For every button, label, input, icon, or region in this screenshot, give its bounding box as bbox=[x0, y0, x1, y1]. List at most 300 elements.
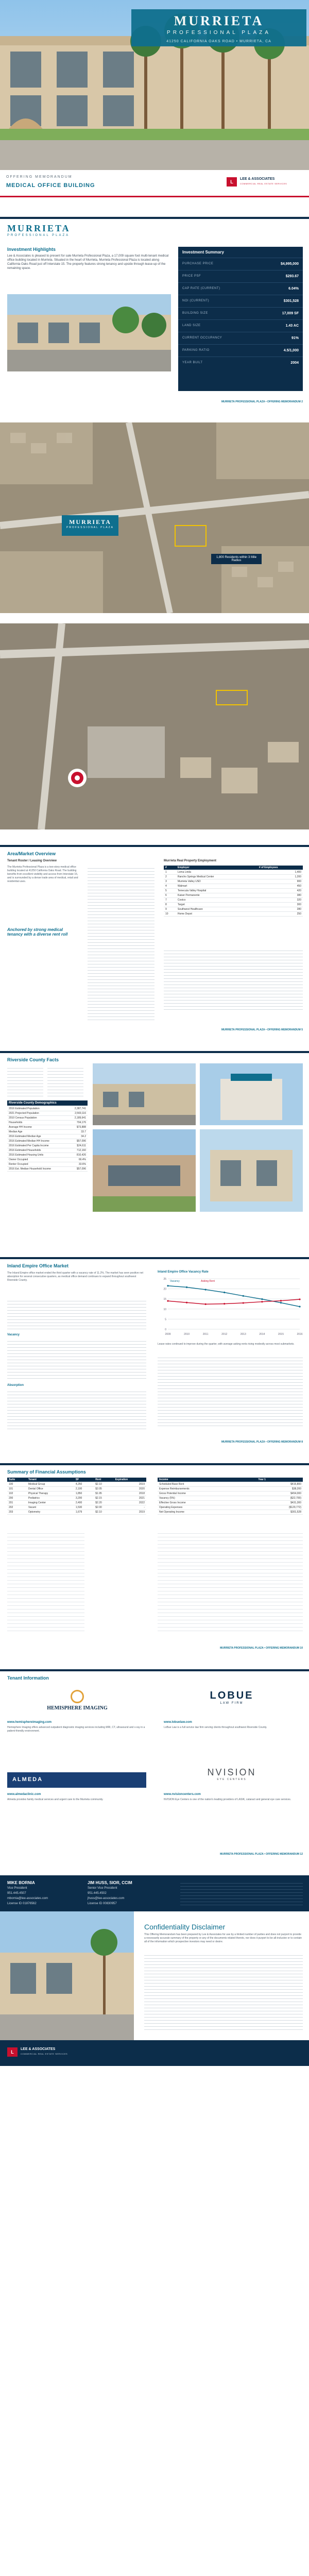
table-cell: Vacant bbox=[27, 1505, 74, 1510]
table-cell: $2.10 bbox=[94, 1510, 113, 1515]
table-cell: 2016 Estimated Housing Units bbox=[7, 1153, 68, 1158]
brand-subtitle-small: PROFESSIONAL PLAZA bbox=[7, 234, 70, 237]
data-point bbox=[299, 1298, 300, 1300]
table-row bbox=[7, 1134, 88, 1139]
table-cell: Scheduled Base Rent bbox=[158, 1482, 256, 1487]
nvision-sub: EYE CENTERS bbox=[217, 1778, 247, 1781]
table-cell: 420 bbox=[258, 889, 303, 893]
x-tick-label: 2013 bbox=[240, 1333, 246, 1336]
rent-roll-table bbox=[7, 1478, 146, 1515]
table-row bbox=[7, 1487, 146, 1492]
nvision-url[interactable]: www.nvisioncenters.com bbox=[164, 1793, 201, 1796]
aerial-photo-1 bbox=[0, 422, 309, 613]
table-cell: 2020 bbox=[114, 1487, 146, 1492]
table-cell: 2,400 bbox=[74, 1501, 94, 1505]
table-cell: 2022 bbox=[114, 1501, 146, 1505]
demographics-table bbox=[7, 1107, 88, 1172]
x-tick-label: 2014 bbox=[259, 1333, 265, 1336]
data-point bbox=[280, 1300, 282, 1301]
contact-page bbox=[0, 1875, 309, 2066]
header-cell: SF bbox=[74, 1478, 94, 1482]
assumption-list bbox=[7, 1530, 84, 1633]
table-row bbox=[7, 1116, 88, 1121]
demo-intro-2 bbox=[47, 1065, 83, 1096]
legend-entry: Asking Rent bbox=[201, 1280, 215, 1283]
left-title: Tenant Roster / Leasing Overview bbox=[7, 859, 57, 862]
table-cell: Walmart bbox=[176, 884, 258, 889]
table-row bbox=[158, 1505, 303, 1510]
table-row bbox=[7, 1158, 88, 1162]
aerial-callout: 1,800 Residents within 3 Mile Radius bbox=[211, 554, 262, 564]
summary-label: CURRENT OCCUPANCY bbox=[182, 336, 222, 340]
table-cell: 2016 Estimated Median Age bbox=[7, 1134, 68, 1139]
data-point bbox=[243, 1302, 244, 1303]
firm-name: LEE & ASSOCIATES bbox=[21, 2047, 56, 2051]
demo-photo-2 bbox=[200, 1063, 303, 1125]
table-cell: Operating Expenses bbox=[158, 1505, 256, 1510]
summary-value: 91% bbox=[291, 336, 299, 340]
data-point bbox=[167, 1300, 168, 1302]
offering-label: OFFERING MEMORANDUM bbox=[6, 175, 73, 179]
area-overview-page bbox=[0, 845, 309, 1036]
table-row bbox=[7, 1111, 88, 1116]
table-cell: 2,100 bbox=[74, 1487, 94, 1492]
top-rule bbox=[0, 1257, 309, 1259]
table-cell: 5 bbox=[164, 889, 176, 893]
table-cell: Median Age bbox=[7, 1130, 68, 1134]
table-cell: 810,426 bbox=[68, 1153, 88, 1158]
summary-label: YEAR BUILT bbox=[182, 361, 203, 364]
table-cell: Loma Linda bbox=[176, 870, 258, 875]
summary-row bbox=[178, 344, 303, 357]
summary-value: 6.04% bbox=[288, 287, 299, 291]
table-cell: Murrieta Valley USD bbox=[176, 879, 258, 884]
table-row bbox=[7, 1482, 146, 1487]
demo-photo-1 bbox=[93, 1063, 196, 1125]
table-row bbox=[7, 1121, 88, 1125]
table-cell: 704,176 bbox=[68, 1121, 88, 1125]
chart-caption: Inland Empire Office Vacancy Rate bbox=[158, 1270, 209, 1274]
aerial-page-2 bbox=[0, 623, 309, 829]
y-tick-label: 20 bbox=[163, 1287, 166, 1291]
hemisphere-text: Hemisphere Imaging offers advanced outpatient diagnostic imaging services including MRI, CT, ultrasound and x-ray in a patient-friendly environment. bbox=[7, 1726, 145, 1733]
table-cell: 250 bbox=[258, 912, 303, 917]
y-tick-label: 15 bbox=[163, 1298, 166, 1301]
almeda-url[interactable]: www.almedaclinic.com bbox=[7, 1793, 41, 1796]
table-cell: Net Operating Income bbox=[158, 1510, 256, 1515]
property-address: 41250 CALIFORNIA OAKS ROAD • MURRIETA, CA bbox=[166, 40, 271, 43]
demo-intro bbox=[7, 1065, 43, 1096]
table-cell: $57,096 bbox=[68, 1139, 88, 1144]
header-cell: Expiration bbox=[114, 1478, 146, 1482]
x-tick-label: 2016 bbox=[297, 1333, 303, 1336]
table-cell: 1,200 bbox=[258, 875, 303, 879]
demographics-page bbox=[0, 1051, 309, 1242]
overview-body-2 bbox=[88, 866, 154, 1020]
cover-brand-panel bbox=[131, 9, 306, 46]
table-cell: 2016 Estimated Households bbox=[7, 1148, 68, 1153]
table-cell: 2021 bbox=[114, 1496, 146, 1501]
highlights-photo bbox=[7, 294, 171, 371]
table-cell: 202 bbox=[7, 1505, 27, 1510]
table-row bbox=[164, 884, 303, 889]
table-row bbox=[7, 1148, 88, 1153]
table-cell: $431,300 bbox=[256, 1501, 303, 1505]
table-cell: - bbox=[114, 1505, 146, 1510]
agent2-email[interactable]: jhuss@lee-associates.com bbox=[88, 1897, 125, 1900]
tenant-logo-nvision bbox=[185, 1767, 278, 1791]
data-point bbox=[261, 1301, 263, 1302]
highlights-body: Lee & Associates is pleased to present for sale Murrieta Professional Plaza, a 17,009 square foot multi-tenant medical office building located in Murrieta. Situated in the heart of Murrieta, Murrieta Professional Plaza is located along California Oaks Road just off Interstate 15. The property features strong tenancy and upside through lease-up of the remaining space. bbox=[7, 255, 169, 270]
agent1-title: Vice President bbox=[7, 1887, 27, 1890]
table-cell: Costco bbox=[176, 898, 258, 903]
table-cell: 9 bbox=[164, 907, 176, 912]
summary-row bbox=[178, 307, 303, 319]
overview-body: The Murrieta Professional Plaza is a two-story medical office building located at 41250 California Oaks Road. The building benefits from excellent visibility and access from Interstate 15, and is surrounded by a dense trade area of medical, retail and residential uses. bbox=[7, 866, 78, 883]
summary-value: 2004 bbox=[290, 361, 299, 365]
aerial-badge-subtitle: PROFESSIONAL PLAZA bbox=[66, 526, 114, 529]
table-cell: 1,679 bbox=[74, 1510, 94, 1515]
table-cell: 2,189,641 bbox=[68, 1116, 88, 1121]
table-cell: 6 bbox=[164, 893, 176, 898]
table-row bbox=[158, 1487, 303, 1492]
disclaimer-title: Confidentiality Disclaimer bbox=[144, 1923, 226, 1931]
header-cell: Year 1 bbox=[256, 1478, 303, 1482]
summary-row bbox=[178, 282, 303, 295]
table-cell: 2019 bbox=[114, 1510, 146, 1515]
table-cell: Medical Group bbox=[27, 1482, 74, 1487]
market-subhead-2: Absorption bbox=[7, 1384, 24, 1387]
vacancy-chart bbox=[158, 1276, 303, 1337]
income-table bbox=[158, 1478, 303, 1515]
table-cell: 7 bbox=[164, 898, 176, 903]
lobue-url[interactable]: www.lobuelaw.com bbox=[164, 1721, 192, 1724]
header-cell: Tenant bbox=[27, 1478, 74, 1482]
agent2-license: License ID 00830957 bbox=[88, 1902, 117, 1905]
table-cell: 66.4% bbox=[68, 1158, 88, 1162]
agent2-title: Senior Vice President bbox=[88, 1887, 117, 1890]
table-row bbox=[7, 1510, 146, 1515]
table-cell: 1,530 bbox=[74, 1505, 94, 1510]
y-tick-label: 25 bbox=[163, 1278, 166, 1281]
data-point bbox=[205, 1303, 207, 1305]
table-row bbox=[158, 1501, 303, 1505]
header-disclaimer-fill bbox=[180, 1880, 303, 1907]
table-cell: 900 bbox=[258, 879, 303, 884]
table-cell: 3 bbox=[164, 879, 176, 884]
data-point bbox=[205, 1289, 207, 1291]
lee-logo: L bbox=[227, 177, 237, 187]
top-rule bbox=[0, 1669, 309, 1671]
table-cell: 10 bbox=[164, 912, 176, 917]
agent2-name: JIM HUSS, SIOR, CCIM bbox=[88, 1880, 132, 1885]
table-row bbox=[164, 912, 303, 917]
hemisphere-name: HEMISPHERE IMAGING bbox=[47, 1705, 108, 1711]
table-cell: Rancho Springs Medical Center bbox=[176, 875, 258, 879]
table-cell: 101 bbox=[7, 1487, 27, 1492]
x-tick-label: 2010 bbox=[184, 1333, 190, 1336]
table-cell: Temecula Valley Hospital bbox=[176, 889, 258, 893]
header-cell: Rent bbox=[94, 1478, 113, 1482]
table-cell: $454,000 bbox=[256, 1492, 303, 1496]
table-row bbox=[164, 903, 303, 907]
tenant-logo-hemisphere bbox=[31, 1690, 124, 1716]
header-cell: # bbox=[164, 866, 176, 870]
table-cell: $2.15 bbox=[94, 1496, 113, 1501]
summary-value: $293.67 bbox=[285, 275, 299, 278]
table-cell: 712,160 bbox=[68, 1148, 88, 1153]
table-cell: 2016 Est. Median Household Income bbox=[7, 1167, 68, 1172]
highlights-page bbox=[0, 216, 309, 408]
top-rule bbox=[0, 217, 309, 219]
table-row bbox=[158, 1482, 303, 1487]
aerial-page-1 bbox=[0, 422, 309, 613]
summary-value: $4,995,000 bbox=[280, 262, 299, 266]
table-row bbox=[7, 1144, 88, 1148]
table-cell: 2 bbox=[164, 875, 176, 879]
table-row bbox=[164, 889, 303, 893]
summary-row bbox=[178, 357, 303, 369]
market-vacancy-text bbox=[7, 1338, 146, 1380]
table-cell: Optometry bbox=[27, 1510, 74, 1515]
data-point bbox=[280, 1302, 282, 1303]
section-title: Inland Empire Office Market bbox=[7, 1263, 69, 1268]
table-cell: 2018 bbox=[114, 1492, 146, 1496]
summary-list bbox=[178, 258, 303, 369]
y-tick-label: 10 bbox=[163, 1308, 166, 1311]
table-cell: 2,569,116 bbox=[68, 1111, 88, 1116]
lobue-name: LOBUE bbox=[210, 1690, 254, 1701]
table-cell: Expense Reimbursements bbox=[158, 1487, 256, 1492]
agent2-phone[interactable]: 951.445.4502 bbox=[88, 1892, 107, 1895]
demo-table-head: Riverside County Demographics bbox=[7, 1100, 88, 1106]
table-cell: 201 bbox=[7, 1501, 27, 1505]
market-absorption-text bbox=[7, 1389, 146, 1430]
table-cell: Physical Therapy bbox=[27, 1492, 74, 1496]
agent1-phone[interactable]: 951.445.4507 bbox=[7, 1892, 26, 1895]
table-cell: 33.7 bbox=[68, 1130, 88, 1134]
firm-name: LEE & ASSOCIATES bbox=[240, 177, 275, 181]
top-rule bbox=[0, 1463, 309, 1465]
summary-title: Investment Summary bbox=[182, 250, 224, 255]
y-tick-label: 0 bbox=[165, 1328, 166, 1331]
lee-logo: L bbox=[7, 2047, 18, 2057]
page-footer: MURRIETA PROFESSIONAL PLAZA • OFFERING MEMORANDUM 10 bbox=[220, 1647, 303, 1650]
table-cell: $1.95 bbox=[94, 1492, 113, 1496]
table-row bbox=[164, 893, 303, 898]
table-cell: 2016 Estimated Per Capita Income bbox=[7, 1144, 68, 1148]
section-title: Riverside County Facts bbox=[7, 1057, 59, 1062]
top-rule bbox=[0, 1051, 309, 1053]
table-cell: 380 bbox=[258, 893, 303, 898]
table-cell: Dental Office bbox=[27, 1487, 74, 1492]
x-tick-label: 2009 bbox=[165, 1333, 171, 1336]
aerial-badge bbox=[62, 515, 118, 536]
table-row bbox=[158, 1492, 303, 1496]
nvision-text: NVISION Eye Centers is one of the nation's leading providers of LASIK, cataract and general eye care services. bbox=[164, 1798, 291, 1801]
disclaimer-fill bbox=[144, 1953, 303, 2030]
table-cell: Imaging Center bbox=[27, 1501, 74, 1505]
table-cell: 2010 Census Population bbox=[7, 1116, 68, 1121]
table-cell: $2.00 bbox=[94, 1505, 113, 1510]
aerial-badge-title: MURRIETA bbox=[69, 518, 111, 526]
table-cell: 450 bbox=[258, 884, 303, 889]
table-row bbox=[7, 1139, 88, 1144]
tenant-logo-almeda bbox=[7, 1772, 146, 1788]
summary-label: BUILDING SIZE bbox=[182, 312, 208, 315]
table-row bbox=[164, 870, 303, 875]
table-cell: $2.10 bbox=[94, 1482, 113, 1487]
table-cell: 34.2 bbox=[68, 1134, 88, 1139]
hemisphere-url[interactable]: www.hemisphereimaging.com bbox=[7, 1721, 52, 1724]
table-cell: Renter Occupied bbox=[7, 1162, 68, 1167]
market-body: The Inland Empire office market ended the third quarter with a vacancy rate of 11.2%. The market has seen positive net absorption for several consecutive quarters, as medical office demand continues to expand throughout southwest Riverside County. bbox=[7, 1272, 144, 1282]
financials-page bbox=[0, 1463, 309, 1654]
almeda-name: ALMEDA bbox=[12, 1776, 43, 1783]
disclaimer-body: This Offering Memorandum has been prepared by Lee & Associates for use by a limited number of parties and does not purport to provide a necessarily accurate summary of the property or any of the documents related thereto, nor does it purport to be all-inclusive or to contain all of the information which prospective investors may need or desire. bbox=[144, 1933, 302, 1943]
brand-subtitle: PROFESSIONAL PLAZA bbox=[167, 30, 271, 36]
table-cell: 2021 Projected Population bbox=[7, 1111, 68, 1116]
market-body-2: Lease rates continued to improve during the quarter, with average asking rents rising modestly across most submarkets. bbox=[158, 1343, 295, 1346]
table-cell: $24,611 bbox=[68, 1144, 88, 1148]
page-footer: MURRIETA PROFESSIONAL PLAZA • OFFERING MEMORANDUM 8 bbox=[221, 1440, 303, 1444]
firm-tag: COMMERCIAL REAL ESTATE SERVICES bbox=[21, 2053, 68, 2055]
section-title: Tenant Information bbox=[7, 1675, 49, 1681]
page-footer: MURRIETA PROFESSIONAL PLAZA • OFFERING MEMORANDUM 12 bbox=[220, 1853, 303, 1856]
data-point bbox=[224, 1303, 225, 1304]
table-row bbox=[158, 1510, 303, 1515]
table-cell: 200 bbox=[7, 1496, 27, 1501]
employer-table-title: Murrieta Real Property Employment bbox=[164, 859, 217, 862]
summary-row bbox=[178, 258, 303, 270]
table-header-row bbox=[7, 1478, 146, 1482]
table-cell: 4 bbox=[164, 884, 176, 889]
header-cell: # of Employees bbox=[258, 866, 303, 870]
data-point bbox=[186, 1302, 187, 1303]
table-cell: Average HH Income bbox=[7, 1125, 68, 1130]
table-cell: Pediatrics bbox=[27, 1496, 74, 1501]
summary-row bbox=[178, 332, 303, 344]
summary-label: CAP RATE (CURRENT) bbox=[182, 287, 220, 290]
table-row bbox=[164, 898, 303, 903]
offering-type: MEDICAL OFFICE BUILDING bbox=[6, 182, 95, 189]
table-cell: $38,200 bbox=[256, 1487, 303, 1492]
overview-quote: Anchored by strong medical tenancy with a diverse rent roll bbox=[7, 927, 68, 937]
table-notes bbox=[164, 948, 303, 1010]
table-row bbox=[7, 1167, 88, 1172]
data-point bbox=[299, 1306, 300, 1307]
table-cell: 2016 Estimated Population bbox=[7, 1107, 68, 1111]
table-cell: 2019 bbox=[114, 1482, 146, 1487]
table-cell: $2.05 bbox=[94, 1487, 113, 1492]
agent1-name: MIKE BORNIA bbox=[7, 1880, 35, 1885]
table-cell: Home Depot bbox=[176, 912, 258, 917]
table-row bbox=[7, 1505, 146, 1510]
summary-label: PARKING RATIO bbox=[182, 349, 210, 352]
brand-title-small: MURRIETA bbox=[7, 223, 71, 233]
summary-label: PRICE PSF bbox=[182, 275, 201, 278]
aerial-photo-2 bbox=[0, 623, 309, 829]
table-cell: $301,528 bbox=[256, 1510, 303, 1515]
market-body-fill bbox=[7, 1298, 146, 1329]
table-cell: $73,888 bbox=[68, 1125, 88, 1130]
data-point bbox=[243, 1295, 244, 1297]
table-row bbox=[7, 1125, 88, 1130]
contact-building-photo bbox=[0, 1911, 134, 2040]
table-cell: 2,387,741 bbox=[68, 1107, 88, 1111]
lobue-sub: LAW FIRM bbox=[220, 1702, 244, 1705]
cover-bottom bbox=[0, 170, 309, 201]
table-header-row bbox=[164, 866, 303, 870]
table-cell: Gross Potential Income bbox=[158, 1492, 256, 1496]
employer-table bbox=[164, 866, 303, 917]
summary-label: LAND SIZE bbox=[182, 324, 201, 327]
table-cell: Households bbox=[7, 1121, 68, 1125]
table-row bbox=[7, 1130, 88, 1134]
hemisphere-mark-icon bbox=[71, 1690, 84, 1703]
almeda-text: Almeda provides family medical services and urgent care to the Murrieta community. bbox=[7, 1798, 104, 1801]
x-tick-label: 2015 bbox=[278, 1333, 284, 1336]
tenant-logo-lobue bbox=[185, 1690, 278, 1716]
tenant-info-page bbox=[0, 1669, 309, 1860]
table-cell: 102 bbox=[7, 1492, 27, 1496]
summary-label: NOI (CURRENT) bbox=[182, 299, 210, 302]
summary-row bbox=[178, 319, 303, 332]
table-cell: $57,096 bbox=[68, 1167, 88, 1172]
expense-list bbox=[158, 1530, 303, 1633]
page-footer: MURRIETA PROFESSIONAL PLAZA • OFFERING MEMORANDUM 2 bbox=[221, 400, 303, 403]
table-cell: Owner Occupied bbox=[7, 1158, 68, 1162]
table-cell: $2.20 bbox=[94, 1501, 113, 1505]
cover-red-rule bbox=[0, 196, 309, 197]
data-point bbox=[186, 1286, 187, 1288]
firm-tag: COMMERCIAL REAL ESTATE SERVICES bbox=[240, 182, 287, 185]
table-cell: 2016 Estimated Median HH Income bbox=[7, 1139, 68, 1144]
table-cell: 33.6% bbox=[68, 1162, 88, 1167]
table-row bbox=[164, 879, 303, 884]
x-tick-label: 2012 bbox=[221, 1333, 228, 1336]
demo-photo-3 bbox=[93, 1129, 196, 1212]
table-cell: 203 bbox=[7, 1510, 27, 1515]
table-cell: 8 bbox=[164, 903, 176, 907]
demo-photo-4 bbox=[200, 1129, 303, 1212]
table-cell: 1,400 bbox=[258, 870, 303, 875]
summary-value: 17,009 SF bbox=[282, 312, 299, 315]
nvision-name: NVISION bbox=[207, 1767, 256, 1777]
section-title: Investment Highlights bbox=[7, 247, 56, 252]
table-row bbox=[7, 1162, 88, 1167]
header-cell: Employer bbox=[176, 866, 258, 870]
table-cell: Southwest Healthcare bbox=[176, 907, 258, 912]
table-row bbox=[7, 1107, 88, 1111]
table-row bbox=[158, 1496, 303, 1501]
lobue-text: LoBue Law is a full service law firm serving clients throughout southwest Riverside County. bbox=[164, 1726, 267, 1729]
table-row bbox=[7, 1501, 146, 1505]
agent1-email[interactable]: mbornia@lee-associates.com bbox=[7, 1897, 48, 1900]
table-cell: 1 bbox=[164, 870, 176, 875]
table-cell: ($22,700) bbox=[256, 1496, 303, 1501]
x-tick-label: 2011 bbox=[202, 1333, 209, 1336]
table-cell: $415,800 bbox=[256, 1482, 303, 1487]
header-cell: Suite bbox=[7, 1478, 27, 1482]
table-row bbox=[164, 907, 303, 912]
table-row bbox=[7, 1496, 146, 1501]
page-footer: MURRIETA PROFESSIONAL PLAZA • OFFERING MEMORANDUM 5 bbox=[221, 1028, 303, 1031]
table-cell: 1,850 bbox=[74, 1492, 94, 1496]
table-cell: 3,200 bbox=[74, 1496, 94, 1501]
market-right-fill bbox=[158, 1355, 303, 1427]
table-cell: Vacancy (5%) bbox=[158, 1496, 256, 1501]
